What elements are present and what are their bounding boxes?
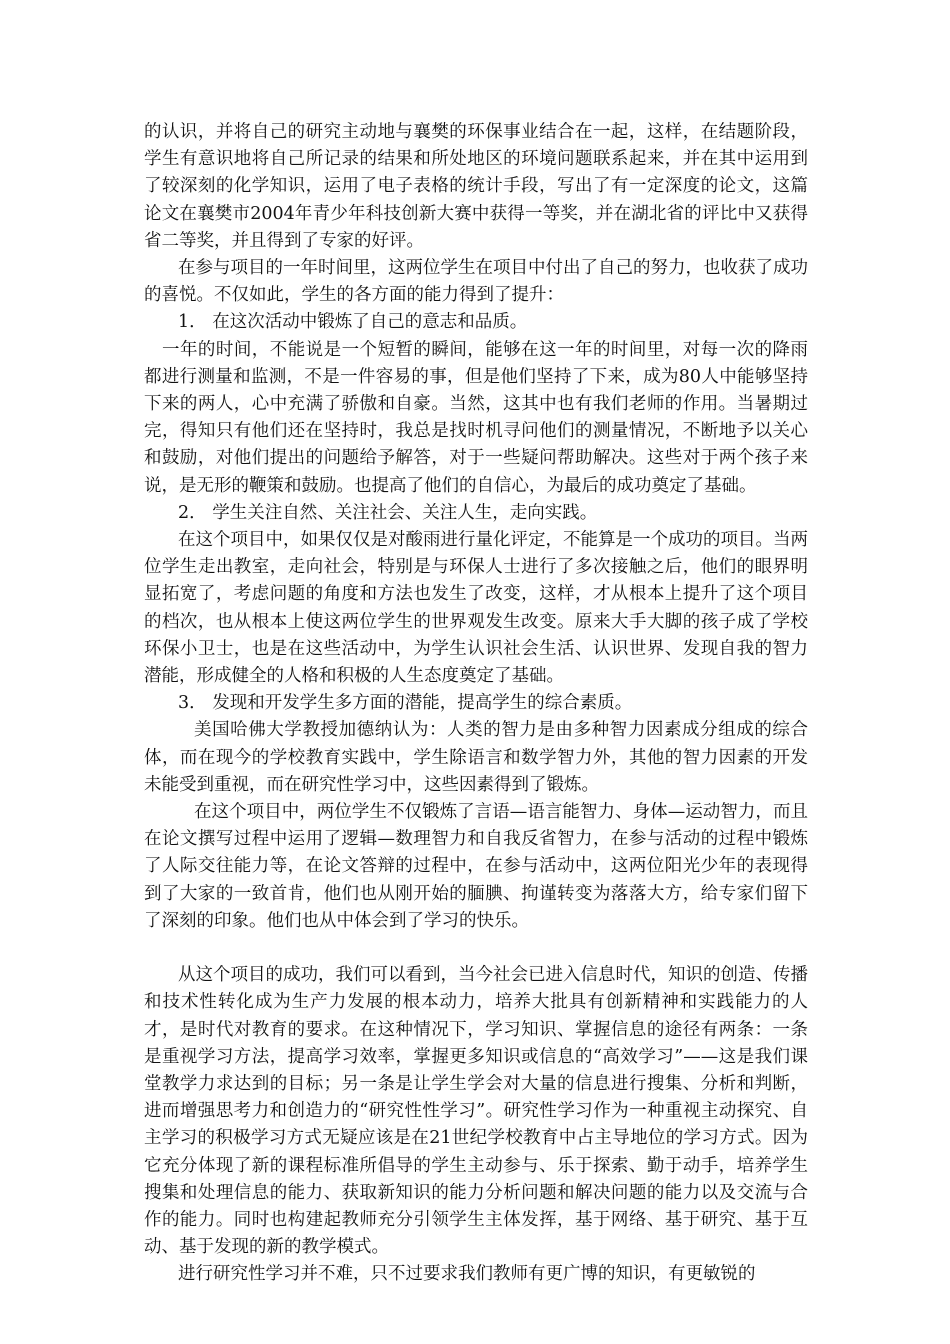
list-item-1: 1． 在这次活动中锻炼了自己的意志和品质。 — [178, 312, 528, 333]
document-page — [144, 119, 808, 1289]
paragraph-project-year: 在参与项目的一年时间里，这两位学生在项目中付出了自己的努力，也收获了成功的喜悦。不仅如此，学生的各方面的能力得到了提升： — [144, 258, 808, 306]
blank-line — [144, 935, 808, 962]
paragraph-continuation: 的认识，并将自己的研究主动地与襄樊的环保事业结合在一起，这样，在结题阶段，学生有意识地将自己所记录的结果和所处地区的环境问题联系起来，并在其中运用到了较深刻的化学知识，运用了电子表格的统计手段，写出了有一定深度的论文，这篇论文在襄樊市2004年青少年科技创新大赛中获得一等奖，并在湖北省的评比中又获得省二等奖，并且得到了专家的好评。 — [144, 122, 808, 251]
paragraph-gardner: 美国哈佛大学教授加德纳认为：人类的智力是由多种智力因素成分组成的综合体，而在现今的学校教育实践中，学生除语言和数学智力外，其他的智力因素的开发未能受到重视，而在研究性学习中，这些因素得到了锻炼。 — [144, 720, 808, 795]
paragraph-conclusion: 从这个项目的成功，我们可以看到，当今社会已进入信息时代，知识的创造、传播和技术性转化成为生产力发展的根本动力，培养大批具有创新精神和实践能力的人才，是时代对教育的要求。在这种情况下，学习知识、掌握信息的途径有两条：一条是重视学习方法，提高学习效率，掌握更多知识或信息的“高效学习”——这是我们课堂教学力求达到的目标；另一条是让学生学会对大量的信息进行搜集、分析和判断，进而增强思考力和创造力的“研究性性学习”。研究性学习作为一种重视主动探究、自主学习的积极学习方式无疑应该是在21世纪学校教育中占主导地位的学习方式。因为它充分体现了新的课程标准所倡导的学生主动参与、乐于探索、勤于动手，培养学生搜集和处理信息的能力、获取新知识的能力分析问题和解决问题的能力以及交流与合作的能力。同时也构建起教师充分引领学生主体发挥，基于网络、基于研究、基于互动、基于发现的新的教学模式。 — [144, 965, 808, 1258]
list-item-3: 3． 发现和开发学生多方面的潜能，提高学生的综合素质。 — [178, 693, 633, 714]
paragraph-final: 进行研究性学习并不难，只不过要求我们教师有更广博的知识，有更敏锐的 — [178, 1264, 756, 1285]
list-item-2: 2． 学生关注自然、关注社会、关注人生，走向实践。 — [178, 502, 598, 523]
paragraph-intelligence: 在这个项目中，两位学生不仅锻炼了言语—语言能智力、身体—运动智力，而且在论文撰写过程中运用了逻辑—数理智力和自我反省智力，在参与活动的过程中锻炼了人际交往能力等，在论文答辩的过程中，在参与活动中，这两位阳光少年的表现得到了大家的一致首肯，他们也从刚开始的腼腆、拘谨转变为落落大方，给专家们留下了深刻的印象。他们也从中体会到了学习的快乐。 — [144, 802, 808, 931]
paragraph-acid-rain: 在这个项目中，如果仅仅是对酸雨进行量化评定，不能算是一个成功的项目。当两位学生走出教室，走向社会，特别是与环保人士进行了多次接触之后，他们的眼界明显拓宽了，考虑问题的角度和方法也发生了改变，这样，才从根本上提升了这个项目的档次，也从根本上使这两位学生的世界观发生改变。原来大手大脚的孩子成了学校环保小卫士，也是在这些活动中，为学生认识社会生活、认识世界、发现自我的智力潜能，形成健全的人格和积极的人生态度奠定了基础。 — [144, 530, 808, 687]
paragraph-one-year: 一年的时间，不能说是一个短暂的瞬间，能够在这一年的时间里，对每一次的降雨都进行测量和监测，不是一件容易的事，但是他们坚持了下来，成为80人中能够坚持下来的两人，心中充满了骄傲和自豪。当然，这其中也有我们老师的作用。当暑期过完，得知只有他们还在坚持时，我总是找时机寻问他们的测量情况，不断地予以关心和鼓励，对他们提出的问题给予解答，对于一些疑问帮助解决。这些对于两个孩子来说，是无形的鞭策和鼓励。也提高了他们的自信心，为最后的成功奠定了基础。 — [144, 339, 808, 496]
